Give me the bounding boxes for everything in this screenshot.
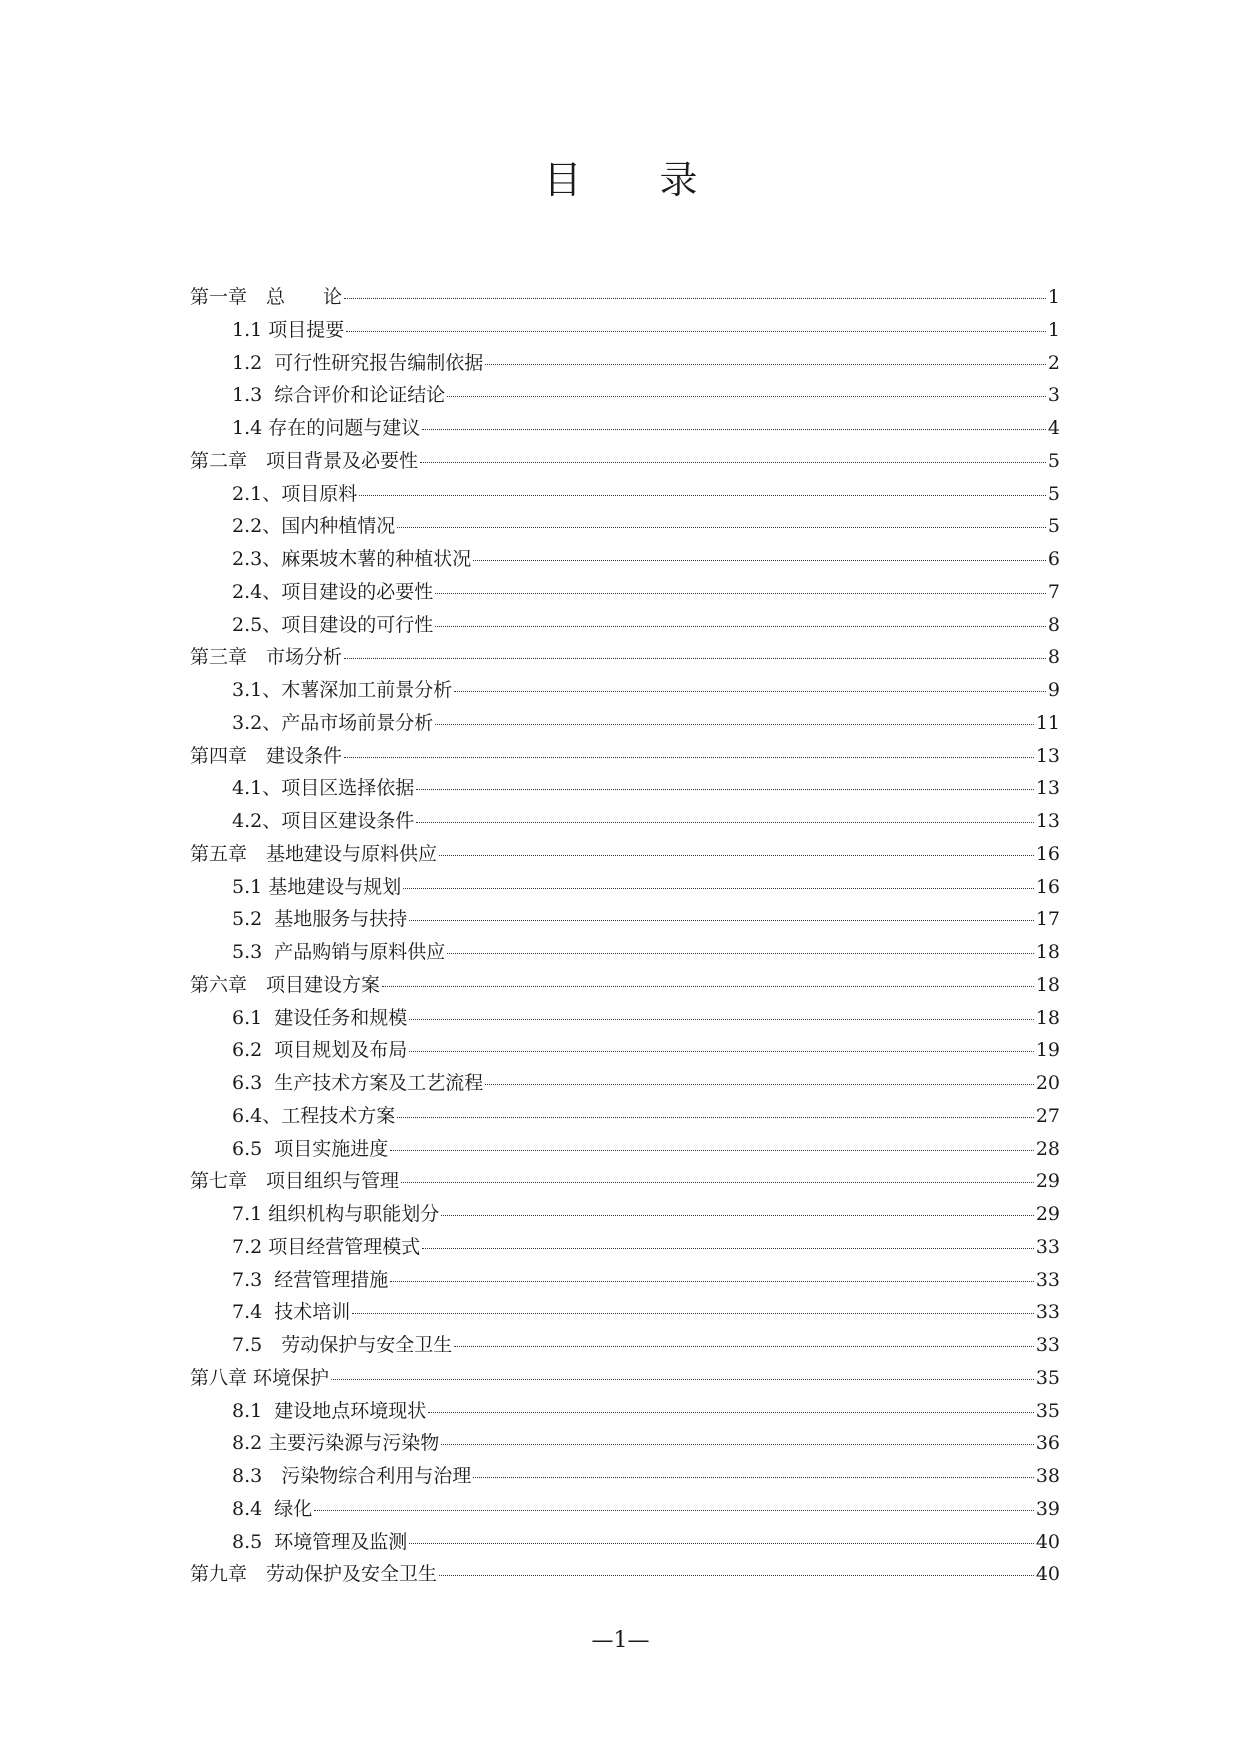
toc-entry-title: 2.4、项目建设的必要性 (232, 580, 434, 603)
toc-section-entry[interactable] (190, 1035, 1060, 1068)
dot-leader (485, 1084, 1034, 1085)
toc-section-entry[interactable] (190, 1232, 1060, 1265)
toc-entry-title: 5.1 基地建设与规划 (232, 875, 402, 898)
toc-entry-title: 8.3 污染物综合利用与治理 (232, 1465, 472, 1487)
toc-entry-page: 13 (1035, 744, 1060, 767)
dot-leader (397, 1117, 1034, 1118)
toc-section-entry[interactable] (190, 806, 1060, 839)
dot-leader (331, 1379, 1034, 1380)
toc-entry-page: 3 (1047, 384, 1060, 407)
dot-leader (346, 331, 1046, 332)
toc-entry-page: 18 (1035, 1006, 1060, 1029)
toc-entry-page: 39 (1035, 1497, 1060, 1520)
dot-leader (409, 1019, 1034, 1020)
dot-leader (416, 822, 1034, 823)
dot-leader (397, 527, 1046, 528)
toc-entry-title: 第二章 项目背景及必要性 (190, 449, 419, 472)
toc-entry-title: 第三章 市场分析 (190, 646, 343, 669)
toc-entry-title: 2.1、项目原料 (232, 482, 358, 505)
toc-entry-title: 1.2 可行性研究报告编制依据 (232, 351, 484, 374)
toc-entry-title: 6.1 建设任务和规模 (232, 1006, 408, 1029)
toc-entry-title: 3.1、木薯深加工前景分析 (232, 679, 453, 701)
toc-entry-page: 1 (1047, 286, 1060, 308)
toc-entry-title: 8.5 环境管理及监测 (232, 1530, 408, 1553)
toc-section-entry[interactable] (190, 610, 1060, 643)
toc-chapter-entry[interactable] (190, 446, 1060, 479)
toc-entry-page: 20 (1035, 1072, 1060, 1094)
toc-entry-page: 4 (1047, 417, 1060, 439)
dot-leader (454, 691, 1046, 692)
dot-leader (314, 1510, 1034, 1511)
toc-entry-title: 1.4 存在的问题与建议 (232, 417, 421, 439)
toc-entry-page: 19 (1035, 1039, 1060, 1062)
toc-entry-page: 33 (1035, 1268, 1060, 1291)
toc-entry-title: 第一章 总 论 (190, 286, 343, 308)
toc-section-entry[interactable] (190, 315, 1060, 348)
toc-entry-page: 29 (1035, 1203, 1060, 1225)
dot-leader (344, 658, 1046, 659)
toc-entry-title: 7.2 项目经营管理模式 (232, 1235, 421, 1258)
toc-entry-title: 7.1 组织机构与职能划分 (232, 1203, 440, 1225)
toc-entry-title: 8.1 建设地点环境现状 (232, 1399, 427, 1422)
dot-leader (344, 298, 1046, 299)
dot-leader (344, 757, 1034, 758)
dot-leader (435, 593, 1046, 594)
toc-entry-page: 13 (1035, 810, 1060, 832)
dot-leader (422, 429, 1046, 430)
dot-leader (441, 1444, 1034, 1445)
toc-entry-title: 1.3 综合评价和论证结论 (232, 384, 446, 407)
toc-section-entry[interactable] (190, 675, 1060, 708)
toc-entry-title: 第八章 环境保护 (190, 1366, 330, 1389)
toc-section-entry[interactable] (190, 413, 1060, 446)
page-number: —1— (591, 1628, 650, 1653)
toc-chapter-entry[interactable] (190, 970, 1060, 1003)
toc-section-entry[interactable] (190, 1527, 1060, 1560)
toc-entry-title: 第六章 项目建设方案 (190, 973, 381, 996)
dot-leader (359, 495, 1046, 496)
dot-leader (435, 724, 1034, 725)
toc-entry-title: 2.5、项目建设的可行性 (232, 613, 434, 636)
toc-section-entry[interactable] (190, 1101, 1060, 1134)
toc-section-entry[interactable] (190, 1003, 1060, 1036)
dot-leader (382, 986, 1034, 987)
dot-leader (409, 1543, 1034, 1544)
toc-entry-title: 6.2 项目规划及布局 (232, 1039, 408, 1062)
toc-entry-page: 29 (1035, 1170, 1060, 1193)
dot-leader (441, 1215, 1034, 1216)
toc-entry-title: 1.1 项目提要 (232, 318, 345, 341)
toc-entry-title: 8.4 绿化 (232, 1497, 313, 1520)
dot-leader (416, 789, 1034, 790)
table-of-contents (190, 282, 1060, 1592)
toc-section-entry[interactable] (190, 1134, 1060, 1167)
toc-section-entry[interactable] (190, 872, 1060, 905)
toc-section-entry[interactable] (190, 1265, 1060, 1298)
toc-section-entry[interactable] (190, 1428, 1060, 1461)
toc-entry-page: 17 (1035, 908, 1060, 931)
toc-entry-title: 3.2、产品市场前景分析 (232, 711, 434, 734)
dot-leader (403, 888, 1034, 889)
toc-entry-title: 第七章 项目组织与管理 (190, 1170, 400, 1193)
toc-section-entry[interactable] (190, 937, 1060, 970)
toc-entry-title: 6.4、工程技术方案 (232, 1104, 396, 1127)
toc-section-entry[interactable] (190, 511, 1060, 544)
toc-entry-page: 40 (1035, 1563, 1060, 1586)
toc-entry-title: 4.2、项目区建设条件 (232, 810, 415, 832)
toc-entry-title: 5.3 产品购销与原料供应 (232, 941, 446, 963)
toc-entry-title: 6.5 项目实施进度 (232, 1137, 389, 1160)
toc-entry-page: 5 (1047, 482, 1060, 505)
dot-leader (390, 1281, 1034, 1282)
toc-chapter-entry[interactable] (190, 741, 1060, 774)
dot-leader (473, 1477, 1034, 1478)
toc-chapter-entry[interactable] (190, 839, 1060, 872)
toc-entry-title: 2.3、麻栗坡木薯的种植状况 (232, 548, 472, 570)
dot-leader (439, 855, 1034, 856)
toc-entry-title: 7.5 劳动保护与安全卫生 (232, 1334, 453, 1356)
toc-chapter-entry[interactable] (190, 1166, 1060, 1199)
toc-entry-page: 38 (1035, 1465, 1060, 1487)
dot-leader (390, 1150, 1034, 1151)
dot-leader (409, 920, 1034, 921)
toc-entry-title: 第九章 劳动保护及安全卫生 (190, 1563, 438, 1586)
toc-section-entry[interactable] (190, 479, 1060, 512)
toc-entry-page: 8 (1047, 646, 1060, 669)
toc-chapter-entry[interactable] (190, 1559, 1060, 1592)
toc-section-entry[interactable] (190, 577, 1060, 610)
toc-entry-page: 9 (1047, 679, 1060, 701)
dot-leader (485, 364, 1046, 365)
toc-entry-page: 28 (1035, 1137, 1060, 1160)
page-title: 目录 (543, 158, 776, 202)
toc-section-entry[interactable] (190, 773, 1060, 806)
dot-leader (447, 396, 1046, 397)
toc-entry-page: 16 (1035, 875, 1060, 898)
toc-entry-title: 7.4 技术培训 (232, 1301, 351, 1324)
toc-entry-page: 27 (1035, 1104, 1060, 1127)
toc-section-entry[interactable] (190, 904, 1060, 937)
toc-section-entry[interactable] (190, 1494, 1060, 1527)
dot-leader (409, 1051, 1034, 1052)
dot-leader (435, 626, 1046, 627)
toc-entry-page: 18 (1035, 941, 1060, 963)
toc-section-entry[interactable] (190, 380, 1060, 413)
toc-section-entry[interactable] (190, 544, 1060, 577)
toc-entry-title: 5.2 基地服务与扶持 (232, 908, 408, 931)
toc-section-entry[interactable] (190, 1068, 1060, 1101)
toc-entry-page: 7 (1047, 580, 1060, 603)
toc-entry-page: 33 (1035, 1235, 1060, 1258)
toc-entry-page: 11 (1035, 711, 1060, 734)
toc-entry-page: 13 (1035, 777, 1060, 800)
toc-entry-page: 5 (1047, 449, 1060, 472)
dot-leader (473, 560, 1046, 561)
toc-entry-title: 4.1、项目区选择依据 (232, 777, 415, 800)
toc-entry-page: 33 (1035, 1334, 1060, 1356)
toc-entry-page: 33 (1035, 1301, 1060, 1324)
toc-entry-page: 35 (1035, 1399, 1060, 1422)
toc-entry-page: 36 (1035, 1432, 1060, 1455)
dot-leader (447, 953, 1034, 954)
toc-entry-page: 40 (1035, 1530, 1060, 1553)
dot-leader (420, 462, 1046, 463)
toc-entry-page: 5 (1047, 515, 1060, 538)
toc-section-entry[interactable] (190, 348, 1060, 381)
toc-section-entry[interactable] (190, 1461, 1060, 1494)
toc-section-entry[interactable] (190, 1199, 1060, 1232)
toc-section-entry[interactable] (190, 708, 1060, 741)
toc-entry-title: 7.3 经营管理措施 (232, 1268, 389, 1291)
toc-entry-page: 2 (1047, 351, 1060, 374)
toc-entry-title: 6.3 生产技术方案及工艺流程 (232, 1072, 484, 1094)
toc-chapter-entry[interactable] (190, 1363, 1060, 1396)
toc-section-entry[interactable] (190, 1330, 1060, 1363)
toc-section-entry[interactable] (190, 1297, 1060, 1330)
toc-entry-title: 8.2 主要污染源与污染物 (232, 1432, 440, 1455)
dot-leader (454, 1346, 1034, 1347)
dot-leader (439, 1575, 1034, 1576)
toc-entry-page: 6 (1047, 548, 1060, 570)
toc-entry-title: 第四章 建设条件 (190, 744, 343, 767)
dot-leader (352, 1313, 1034, 1314)
toc-entry-page: 35 (1035, 1366, 1060, 1389)
toc-entry-title: 2.2、国内种植情况 (232, 515, 396, 538)
toc-section-entry[interactable] (190, 1396, 1060, 1429)
dot-leader (422, 1248, 1034, 1249)
toc-entry-title: 第五章 基地建设与原料供应 (190, 842, 438, 865)
toc-entry-page: 8 (1047, 613, 1060, 636)
toc-entry-page: 18 (1035, 973, 1060, 996)
dot-leader (428, 1412, 1034, 1413)
dot-leader (401, 1182, 1034, 1183)
toc-chapter-entry[interactable] (190, 282, 1060, 315)
toc-entry-page: 16 (1035, 842, 1060, 865)
toc-chapter-entry[interactable] (190, 642, 1060, 675)
toc-entry-page: 1 (1047, 318, 1060, 341)
